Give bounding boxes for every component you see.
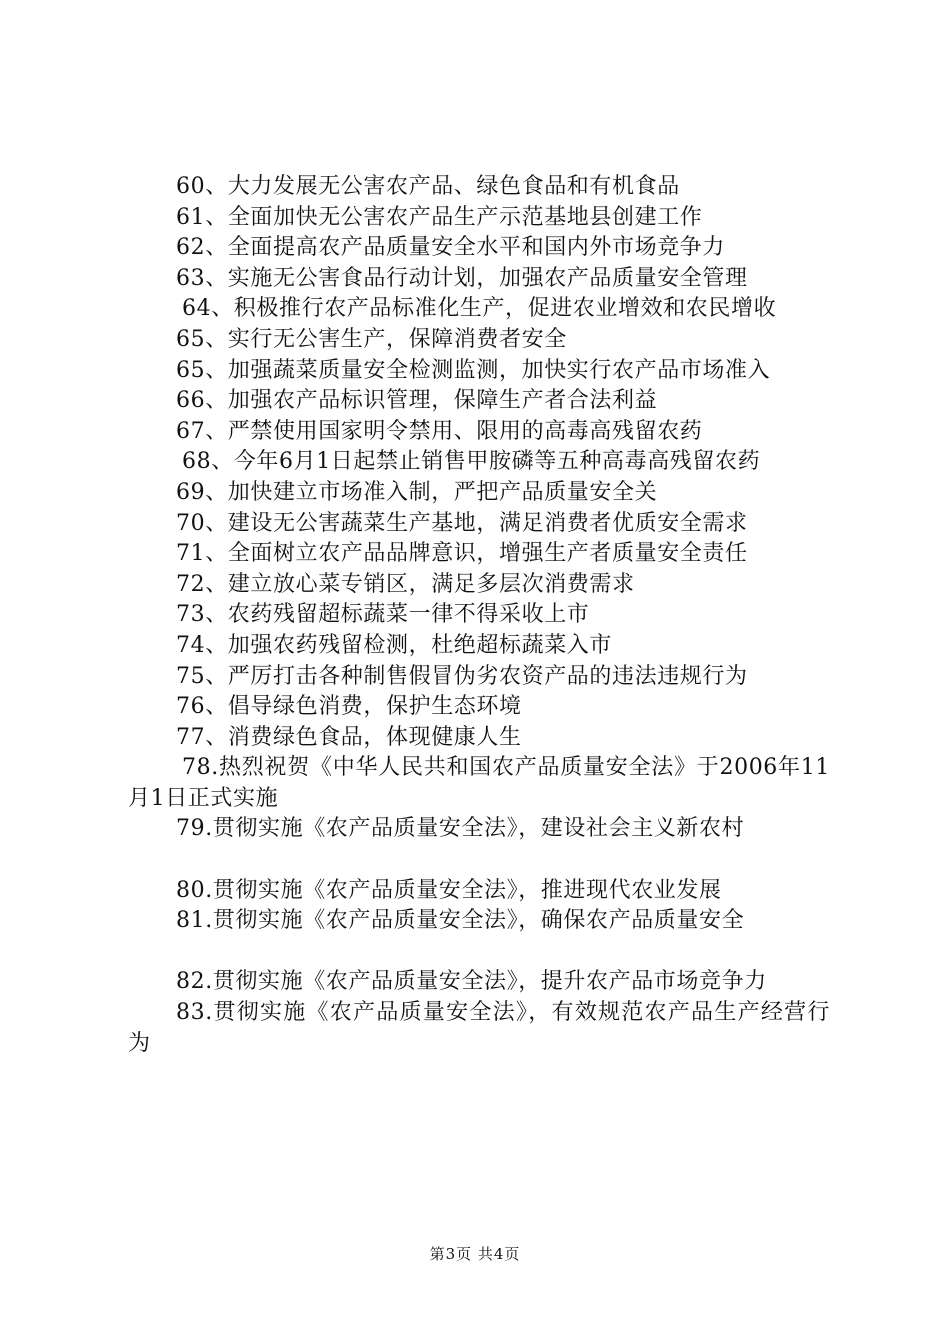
slogan-item-81: 81.贯彻实施《农产品质量安全法》，确保农产品质量安全 — [176, 908, 745, 934]
slogan-item-71: 71、全面树立农产品品牌意识，增强生产者质量安全责任 — [176, 541, 748, 567]
slogan-item-69: 69、加快建立市场准入制，严把产品质量安全关 — [176, 479, 658, 505]
slogan-item-62: 62、全面提高农产品质量安全水平和国内外市场竞争力 — [176, 235, 725, 261]
slogan-item-73: 73、农药残留超标蔬菜一律不得采收上市 — [176, 602, 590, 628]
slogan-item-64: 64、积极推行农产品标准化生产，促进农业增效和农民增收 — [182, 296, 777, 322]
slogan-item-67: 67、严禁使用国家明令禁用、限用的高毒高残留农药 — [176, 418, 703, 444]
slogan-item-82: 82.贯彻实施《农产品质量安全法》，提升农产品市场竞争力 — [176, 969, 767, 995]
slogan-item-63: 63、实施无公害食品行动计划，加强农产品质量安全管理 — [176, 265, 748, 291]
page-footer: 第3页 共4页 — [429, 1245, 521, 1263]
slogan-item-78: 78.热烈祝贺《中华人民共和国农产品质量安全法》于2006年11月1日正式实施 — [128, 755, 830, 811]
slogan-item-65b: 65、加强蔬菜质量安全检测监测，加快实行农产品市场准入 — [176, 357, 771, 383]
slogan-item-60: 60、大力发展无公害农产品、绿色食品和有机食品 — [176, 174, 680, 199]
slogan-item-76: 76、倡导绿色消费，保护生态环境 — [176, 694, 522, 720]
slogan-item-72: 72、建立放心菜专销区，满足多层次消费需求 — [176, 571, 635, 597]
slogan-item-80: 80.贯彻实施《农产品质量安全法》，推进现代农业发展 — [176, 877, 722, 903]
slogan-item-79: 79.贯彻实施《农产品质量安全法》，建设社会主义新农村 — [176, 816, 745, 842]
slogan-item-83: 83.贯彻实施《农产品质量安全法》，有效规范农产品生产经营行为 — [128, 1000, 830, 1056]
slogan-item-77: 77、消费绿色食品，体现健康人生 — [176, 724, 522, 750]
slogan-item-65a: 65、实行无公害生产，保障消费者安全 — [176, 326, 567, 352]
slogan-item-61: 61、全面加快无公害农产品生产示范基地县创建工作 — [176, 204, 703, 230]
slogan-item-68: 68、今年6月1日起禁止销售甲胺磷等五种高毒高残留农药 — [182, 449, 761, 475]
document-body — [128, 172, 830, 1059]
slogan-item-75: 75、严厉打击各种制售假冒伪劣农资产品的违法违规行为 — [176, 663, 748, 689]
slogan-item-70: 70、建设无公害蔬菜生产基地，满足消费者优质安全需求 — [176, 510, 748, 536]
slogan-item-74: 74、加强农药残留检测，杜绝超标蔬菜入市 — [176, 632, 612, 658]
slogan-item-66: 66、加强农产品标识管理，保障生产者合法利益 — [176, 388, 658, 414]
